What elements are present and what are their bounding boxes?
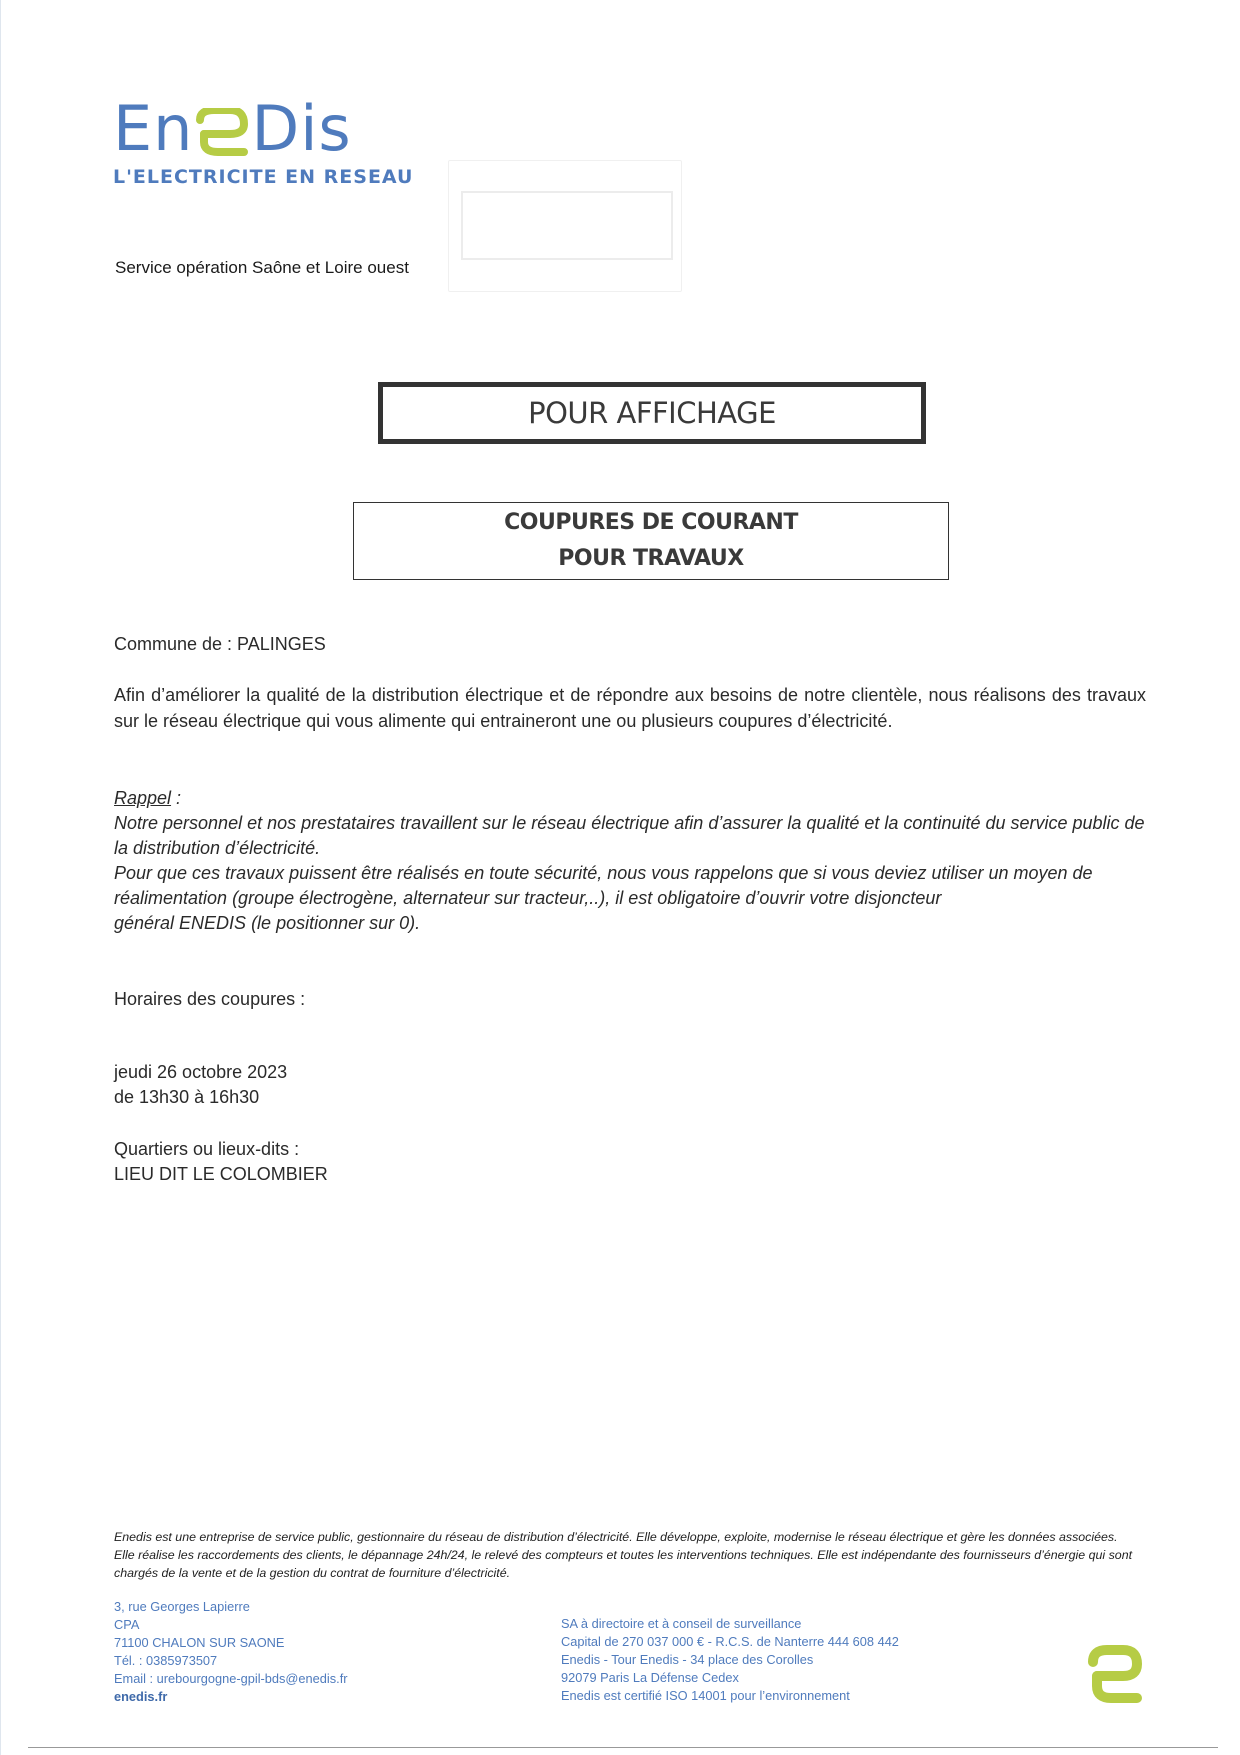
outage-time: de 13h30 à 16h30 <box>114 1087 260 1107</box>
coupures-title-line2: POUR TRAVAUX <box>558 546 744 571</box>
outage-date: jeudi 26 octobre 2023 <box>114 1062 288 1082</box>
rappel-paragraph-1: Notre personnel et nos prestataires travaillent sur le réseau électrique afin d’assurer la qualité et la continuité du service public de la distribution d’électricité. <box>114 813 1145 858</box>
pour-affichage-box <box>378 382 926 444</box>
enedis-e-emblem-icon <box>1083 1644 1145 1711</box>
rappel-heading <box>114 786 1154 811</box>
address-email: Email : urebourgogne-gpil-bds@enedis.fr <box>114 1671 348 1686</box>
company-line-1: SA à directoire et à conseil de surveillance <box>561 1616 802 1631</box>
faded-stamp <box>448 160 682 292</box>
logo-text-left: En <box>113 92 194 165</box>
faded-stamp-box <box>461 191 673 260</box>
rappel-colon: : <box>171 788 182 808</box>
address-cpa: CPA <box>114 1617 140 1632</box>
company-line-4: 92079 Paris La Défense Cedex <box>561 1670 739 1685</box>
pour-affichage-title: POUR AFFICHAGE <box>528 396 776 430</box>
logo-text-right: Dis <box>251 92 352 165</box>
address-web: enedis.fr <box>114 1689 168 1704</box>
address-tel: Tél. : 0385973507 <box>114 1653 218 1668</box>
company-line-2: Capital de 270 037 000 € - R.C.S. de Nanterre 444 608 442 <box>561 1634 899 1649</box>
quartier-value: LIEU DIT LE COLOMBIER <box>114 1164 328 1184</box>
company-line-3: Enedis - Tour Enedis - 34 place des Corolles <box>561 1652 814 1667</box>
logo-tagline: L'ELECTRICITE EN RESEAU <box>113 166 414 188</box>
quartiers <box>114 1137 328 1187</box>
rappel-block <box>114 786 1154 936</box>
service-name: Service opération Saône et Loire ouest <box>115 258 409 277</box>
intro-paragraph: Afin d’améliorer la qualité de la distribution électrique et de répondre aux besoins de notre clientèle, nous réalisons des travaux sur le réseau électrique qui vous alimente qui entraineront une ou plusieurs coupures d’électricité. <box>114 685 1146 731</box>
enedis-logo <box>113 92 414 188</box>
company-line-5: Enedis est certifié ISO 14001 pour l’environnement <box>561 1688 850 1703</box>
address-city: 71100 CHALON SUR SAONE <box>114 1635 285 1650</box>
bottom-rule <box>28 1747 1218 1748</box>
outage-schedule <box>114 1060 287 1110</box>
rappel-paragraph-2a: Pour que ces travaux puissent être réalisés en toute sécurité, nous vous rappelons que si vous deviez utiliser un moyen de réalimentation (groupe électrogène, alternateur sur tracteur,..), il est obligatoire d’ouvrir votre disjoncteur <box>114 863 1093 908</box>
rappel-paragraph-2b: général ENEDIS (le positionner sur 0). <box>114 913 421 933</box>
logo-e-icon <box>194 108 250 156</box>
rappel-label: Rappel <box>114 788 172 808</box>
scan-edge <box>0 0 1 1755</box>
footer-address <box>114 1598 348 1706</box>
horaires-label: Horaires des coupures : <box>114 989 306 1009</box>
commune: Commune de : PALINGES <box>114 634 326 654</box>
logo-wordmark <box>113 92 413 165</box>
quartiers-label: Quartiers ou lieux-dits : <box>114 1139 300 1159</box>
address-street: 3, rue Georges Lapierre <box>114 1599 250 1614</box>
footer-company <box>561 1615 899 1705</box>
coupures-box <box>353 502 949 580</box>
footer-note: Enedis est une entreprise de service public, gestionnaire du réseau de distribution d’électricité. Elle développe, exploite, modernise le réseau électrique et gère les données associées. Elle réalise les raccordements des clients, le dépannage 24h/24, le relevé des compteurs et toutes les interventions techniques. Elle est indépendante des fournisseurs d’énergie qui sont chargés de la vente et de la gestion du contrat de fourniture d’électricité. <box>114 1530 1133 1580</box>
coupures-title-line1: COUPURES DE COURANT <box>504 510 798 535</box>
